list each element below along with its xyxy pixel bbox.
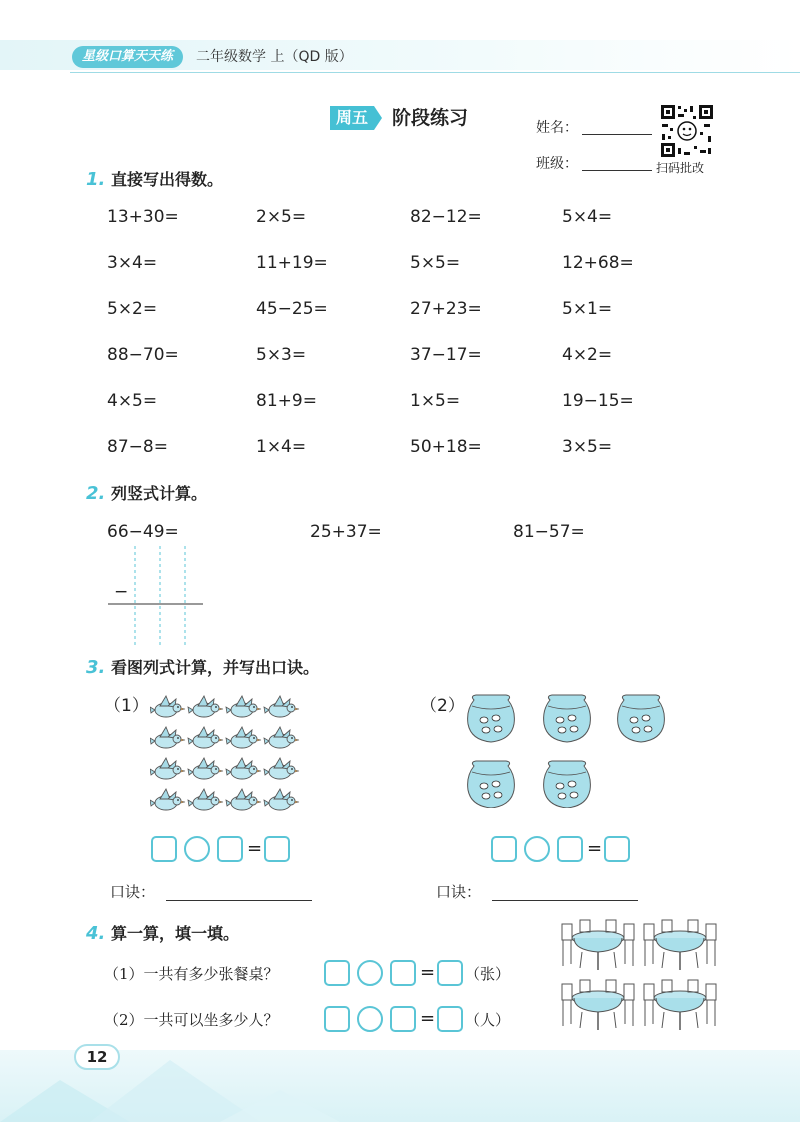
oral-problem: 4×2=: [562, 345, 613, 365]
day-badge: 周五: [330, 106, 374, 130]
fishbowl-icon: [544, 695, 591, 742]
page-title: 阶段练习: [392, 107, 469, 129]
bird-icon: [226, 696, 261, 717]
bird-icon: [150, 727, 185, 748]
section-3-title: 看图列式计算，并写出口诀。: [110, 658, 319, 677]
bird-icon: [264, 758, 299, 779]
fishbowl-icon: [544, 761, 591, 808]
vertical-problem-2: 25+37=: [310, 522, 382, 542]
class-field[interactable]: [582, 170, 652, 171]
bird-icon: [150, 696, 185, 717]
oral-problem: 88−70=: [107, 345, 179, 365]
vertical-problem-1: 66−49=: [107, 522, 179, 542]
oral-problem: 50+18=: [410, 437, 482, 457]
answer-box-4-2a[interactable]: [324, 1006, 350, 1032]
class-label: 班级：: [536, 156, 578, 172]
equals-sign: =: [420, 962, 436, 983]
answer-box-3-1a[interactable]: [151, 836, 177, 862]
bird-icon: [264, 696, 299, 717]
bird-icon: [226, 727, 261, 748]
answer-box-4-2b[interactable]: [390, 1006, 416, 1032]
question-4-1: （1）一共有多少张餐桌？: [104, 965, 279, 983]
equals-sign: =: [420, 1008, 436, 1029]
answer-box-4-1a[interactable]: [324, 960, 350, 986]
part-1-label: （1）: [104, 696, 149, 716]
oral-problem: 1×4=: [256, 437, 307, 457]
koujue-field-1[interactable]: [166, 900, 312, 901]
day-badge-arrow: [374, 106, 382, 130]
oral-problem: 87−8=: [107, 437, 168, 457]
section-2-number: 2.: [86, 483, 106, 504]
section-4-heading: [86, 922, 239, 946]
footer-decoration: [0, 1040, 800, 1122]
oral-problem: 4×5=: [107, 391, 158, 411]
koujue-label-1: 口诀：: [110, 883, 156, 901]
oral-problem: 12+68=: [562, 253, 634, 273]
name-label: 姓名：: [536, 120, 578, 136]
oral-problem: 3×5=: [562, 437, 613, 457]
bird-icon: [188, 758, 223, 779]
section-3-number: 3.: [86, 657, 106, 678]
operator-circle-4-1[interactable]: [357, 960, 383, 986]
section-1-title: 直接写出得数。: [110, 170, 223, 189]
oral-problem: 27+23=: [410, 299, 482, 319]
header-divider: [70, 72, 800, 73]
answer-box-4-1b[interactable]: [390, 960, 416, 986]
answer-box-4-1c[interactable]: [437, 960, 463, 986]
birds-picture: [150, 694, 302, 818]
oral-problem: 45−25=: [256, 299, 328, 319]
section-1-heading: [86, 168, 223, 192]
section-1-number: 1.: [86, 169, 106, 190]
fishbowl-icon: [618, 695, 665, 742]
section-4-number: 4.: [86, 923, 106, 944]
oral-problem: 81+9=: [256, 391, 317, 411]
bird-icon: [188, 727, 223, 748]
vertical-problem-3: 81−57=: [513, 522, 585, 542]
page-number: 12: [74, 1044, 120, 1070]
oral-problem: 5×3=: [256, 345, 307, 365]
book-subtitle: 二年级数学 上（QD 版）: [196, 49, 353, 65]
oral-problem: 19−15=: [562, 391, 634, 411]
minus-sign: −: [114, 582, 129, 602]
bird-icon: [264, 727, 299, 748]
section-2-heading: [86, 482, 207, 506]
bird-icon: [150, 789, 185, 810]
oral-problem: 5×4=: [562, 207, 613, 227]
equals-sign: =: [247, 838, 263, 859]
koujue-label-2: 口诀：: [436, 883, 482, 901]
oral-problem: 5×1=: [562, 299, 613, 319]
qr-code-icon[interactable]: [660, 104, 714, 158]
unit-4-2: （人）: [465, 1011, 511, 1029]
oral-problem: 2×5=: [256, 207, 307, 227]
part-2-label: （2）: [420, 696, 465, 716]
operator-circle-4-2[interactable]: [357, 1006, 383, 1032]
bird-icon: [226, 789, 261, 810]
fishbowl-icon: [468, 695, 515, 742]
oral-problem: 13+30=: [107, 207, 179, 227]
oral-problem: 5×5=: [410, 253, 461, 273]
bird-icon: [264, 789, 299, 810]
unit-4-1: （张）: [465, 965, 511, 983]
answer-box-3-2c[interactable]: [604, 836, 630, 862]
bird-icon: [226, 758, 261, 779]
answer-box-3-2a[interactable]: [491, 836, 517, 862]
operator-circle-3-1[interactable]: [184, 836, 210, 862]
series-tag: 星级口算天天练: [72, 46, 183, 68]
dining-table-icon: [562, 920, 634, 970]
answer-box-4-2c[interactable]: [437, 1006, 463, 1032]
name-field[interactable]: [582, 134, 652, 135]
section-2-title: 列竖式计算。: [110, 484, 207, 503]
oral-problem: 37−17=: [410, 345, 482, 365]
oral-problem: 11+19=: [256, 253, 328, 273]
bird-icon: [188, 789, 223, 810]
question-4-2: （2）一共可以坐多少人？: [104, 1011, 279, 1029]
bird-icon: [150, 758, 185, 779]
dining-table-icon: [562, 980, 634, 1030]
fishbowls-picture: [466, 692, 666, 808]
dining-table-icon: [644, 920, 716, 970]
operator-circle-3-2[interactable]: [524, 836, 550, 862]
fishbowl-icon: [468, 761, 515, 808]
qr-caption: 扫码批改: [656, 161, 705, 175]
bird-icon: [188, 696, 223, 717]
section-4-title: 算一算，填一填。: [110, 924, 239, 943]
oral-problem: 3×4=: [107, 253, 158, 273]
dining-tables-picture: [560, 918, 720, 1038]
equals-sign: =: [587, 838, 603, 859]
dining-table-icon: [644, 980, 716, 1030]
answer-box-3-2b[interactable]: [557, 836, 583, 862]
answer-box-3-1b[interactable]: [217, 836, 243, 862]
oral-problem: 82−12=: [410, 207, 482, 227]
koujue-field-2[interactable]: [492, 900, 638, 901]
section-3-heading: [86, 656, 319, 680]
answer-box-3-1c[interactable]: [264, 836, 290, 862]
oral-problem: 1×5=: [410, 391, 461, 411]
oral-problem: 5×2=: [107, 299, 158, 319]
